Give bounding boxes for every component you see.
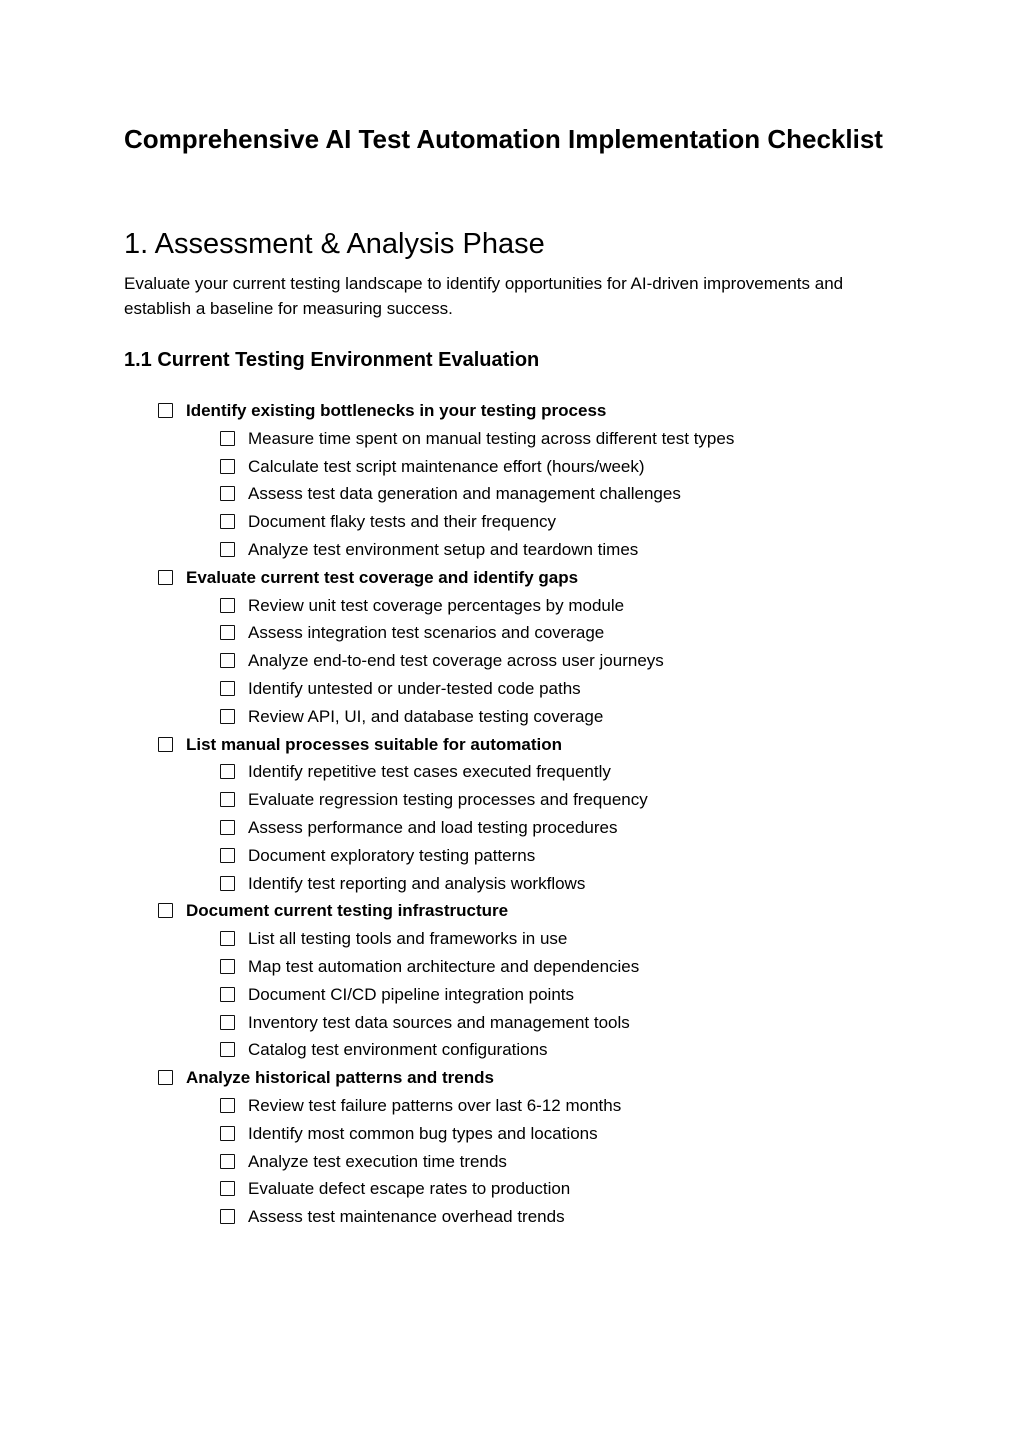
- checklist-subitem: [157, 1175, 917, 1203]
- checkbox[interactable]: [220, 598, 235, 613]
- checkbox[interactable]: [220, 1042, 235, 1057]
- checklist-subitem-label: Review test failure patterns over last 6-12 months: [248, 1095, 622, 1115]
- checklist-subitem: [157, 703, 917, 731]
- checklist-subitem-label: Map test automation architecture and dependencies: [248, 956, 640, 976]
- checklist-item: [157, 897, 917, 925]
- checkbox[interactable]: [220, 764, 235, 779]
- checklist-subitem: [157, 814, 917, 842]
- checkbox[interactable]: [220, 1098, 235, 1113]
- section-intro: Evaluate your current testing landscape to identify opportunities for AI-driven improvements and establish a baseline for measuring success.: [124, 274, 844, 318]
- checklist: [157, 397, 917, 1231]
- checklist-subitem: [157, 675, 917, 703]
- checklist-subitem: [157, 425, 917, 453]
- subsection-heading: 1.1 Current Testing Environment Evaluation: [124, 349, 540, 371]
- checklist-subitem: [157, 758, 917, 786]
- checklist-subitem: [157, 480, 917, 508]
- checklist-subitem-label: Analyze end-to-end test coverage across user journeys: [248, 651, 664, 671]
- checklist-subitem-label: Identify most common bug types and locations: [248, 1123, 598, 1143]
- checklist-subitem-label: Calculate test script maintenance effort (hours/week): [248, 456, 645, 476]
- checklist-item: [157, 1064, 917, 1092]
- checklist-subitem-label: List all testing tools and frameworks in use: [248, 929, 568, 949]
- checkbox[interactable]: [220, 1015, 235, 1030]
- checkbox[interactable]: [158, 903, 173, 918]
- checklist-item-label: Identify existing bottlenecks in your testing process: [186, 401, 607, 420]
- checklist-subitem: [157, 453, 917, 481]
- checklist-subitem: [157, 786, 917, 814]
- checklist-subitem-label: Document flaky tests and their frequency: [248, 512, 557, 532]
- checkbox[interactable]: [220, 709, 235, 724]
- checkbox[interactable]: [158, 570, 173, 585]
- checkbox[interactable]: [220, 1154, 235, 1169]
- checklist-subitem-label: Assess test maintenance overhead trends: [248, 1207, 565, 1227]
- checklist-subitem: [157, 925, 917, 953]
- checklist-subitem-label: Document exploratory testing patterns: [248, 845, 536, 865]
- checkbox[interactable]: [158, 737, 173, 752]
- checklist-item-label: List manual processes suitable for automation: [186, 734, 562, 754]
- checklist-subitem-label: Evaluate defect escape rates to production: [248, 1179, 571, 1199]
- checkbox[interactable]: [220, 459, 235, 474]
- section-heading: 1. Assessment & Analysis Phase: [124, 228, 545, 260]
- checklist-item: [157, 731, 917, 759]
- checklist-subitem-label: Identify test reporting and analysis workflows: [248, 873, 586, 893]
- checkbox[interactable]: [220, 987, 235, 1002]
- checklist-subitem-label: Identify untested or under-tested code paths: [248, 678, 581, 698]
- checkbox[interactable]: [220, 931, 235, 946]
- checklist-subitem: [157, 592, 917, 620]
- checkbox[interactable]: [220, 681, 235, 696]
- checklist-subitem-label: Review API, UI, and database testing coverage: [248, 706, 604, 726]
- checklist-subitem-label: Analyze test environment setup and teardown times: [248, 539, 639, 559]
- checklist-subitem: [157, 1036, 917, 1064]
- checkbox[interactable]: [220, 1209, 235, 1224]
- checklist-item: [157, 397, 917, 425]
- checklist-subitem-label: Inventory test data sources and management tools: [248, 1012, 630, 1032]
- checkbox[interactable]: [220, 959, 235, 974]
- checklist-subitem-label: Identify repetitive test cases executed frequently: [248, 762, 611, 782]
- checklist-item-label: Evaluate current test coverage and identify gaps: [186, 567, 579, 587]
- checkbox[interactable]: [158, 403, 173, 418]
- checkbox[interactable]: [220, 486, 235, 501]
- checklist-subitem-label: Evaluate regression testing processes and frequency: [248, 790, 648, 810]
- checklist-subitem: [157, 1092, 917, 1120]
- checklist-subitem-label: Catalog test environment configurations: [248, 1040, 548, 1060]
- checklist-subitem: [157, 508, 917, 536]
- checklist-item-label: Analyze historical patterns and trends: [186, 1068, 494, 1088]
- document-title: Comprehensive AI Test Automation Implementation Checklist: [124, 124, 883, 154]
- checklist-subitem: [157, 619, 917, 647]
- checklist-subitem: [157, 1148, 917, 1176]
- checkbox[interactable]: [220, 848, 235, 863]
- checkbox[interactable]: [220, 1181, 235, 1196]
- checklist-subitem: [157, 1009, 917, 1037]
- checklist-subitem: [157, 953, 917, 981]
- checkbox[interactable]: [220, 1126, 235, 1141]
- checklist-item: [157, 564, 917, 592]
- checkbox[interactable]: [220, 876, 235, 891]
- checkbox[interactable]: [220, 820, 235, 835]
- checklist-subitem-label: Analyze test execution time trends: [248, 1151, 507, 1171]
- checkbox[interactable]: [158, 1070, 173, 1085]
- checklist-item-label: Document current testing infrastructure: [186, 901, 509, 921]
- checkbox[interactable]: [220, 431, 235, 446]
- checklist-subitem: [157, 981, 917, 1009]
- checkbox[interactable]: [220, 625, 235, 640]
- checkbox[interactable]: [220, 514, 235, 529]
- checklist-subitem: [157, 870, 917, 898]
- checklist-subitem-label: Assess integration test scenarios and coverage: [248, 623, 605, 643]
- checklist-subitem-label: Review unit test coverage percentages by module: [248, 595, 625, 615]
- checkbox[interactable]: [220, 653, 235, 668]
- checklist-subitem-label: Assess performance and load testing procedures: [248, 817, 618, 837]
- checklist-subitem: [157, 647, 917, 675]
- checklist-subitem-label: Measure time spent on manual testing across different test types: [248, 428, 735, 448]
- checklist-subitem: [157, 842, 917, 870]
- checklist-subitem-label: Assess test data generation and management challenges: [248, 484, 681, 504]
- checklist-subitem: [157, 1120, 917, 1148]
- checkbox[interactable]: [220, 792, 235, 807]
- checkbox[interactable]: [220, 542, 235, 557]
- checklist-subitem: [157, 1203, 917, 1231]
- checklist-subitem: [157, 536, 917, 564]
- checklist-subitem-label: Document CI/CD pipeline integration points: [248, 984, 575, 1004]
